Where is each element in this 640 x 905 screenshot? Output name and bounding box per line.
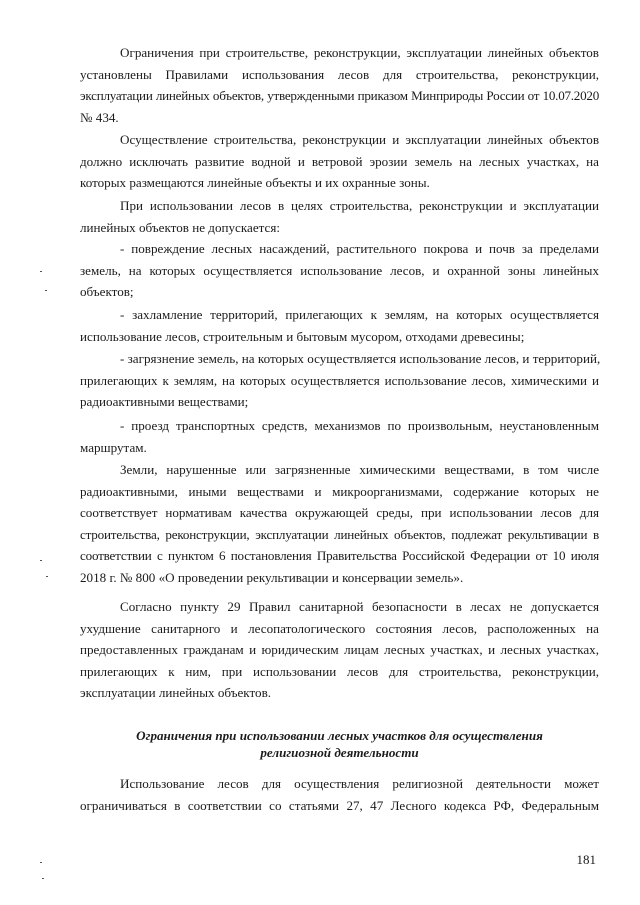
section-heading bbox=[80, 727, 599, 761]
scan-speck bbox=[40, 560, 42, 561]
paragraph-line: эксплуатации линейных объектов. bbox=[80, 685, 272, 700]
paragraph-line: Осуществление строительства, реконструкции и эксплуатации линейных объектов bbox=[120, 132, 599, 147]
paragraph-line: ограничиваться в соответствии со статьями 27, 47 Лесного кодекса РФ, Федеральным bbox=[80, 797, 599, 813]
paragraph-line: соответствии с пунктом 6 постановления Правительства Российской Федерации от 10 июля bbox=[80, 548, 599, 563]
paragraph-line: которых размещаются линейные объекты и их охранные зоны. bbox=[80, 175, 430, 190]
paragraph-line: Использование лесов для осуществления религиозной деятельности может bbox=[120, 776, 599, 791]
scan-speck bbox=[45, 290, 47, 291]
paragraph-line: установлены Правилами использования лесов для строительства, реконструкции, bbox=[80, 66, 599, 82]
paragraph-line: соответствует нормативам качества окружающей среды, при использовании лесов для bbox=[80, 505, 599, 520]
scan-speck bbox=[40, 271, 42, 272]
paragraph-line: использование лесов, строительным и бытовым мусором, отходами древесины; bbox=[80, 328, 525, 344]
paragraph-line: 2018 г. № 800 «О проведении рекультивации и консервации земель». bbox=[80, 569, 464, 585]
paragraph-line: Земли, нарушенные или загрязненные химическими веществами, в том числе bbox=[120, 462, 599, 477]
scan-speck bbox=[40, 862, 42, 863]
paragraph-line: № 434. bbox=[80, 109, 119, 125]
paragraph-line: прилегающих к землям, на которых осуществляется использование лесов, химическими и bbox=[80, 372, 599, 388]
paragraph-line: объектов; bbox=[80, 284, 134, 299]
section-heading-line: Ограничения при использовании лесных участков для осуществления bbox=[136, 728, 543, 743]
paragraph-not-allowed-intro bbox=[80, 195, 599, 238]
paragraph-line: линейных объектов не допускается: bbox=[80, 219, 281, 235]
scan-speck bbox=[42, 878, 44, 879]
paragraph-line: Ограничения при строительстве, реконструкции, эксплуатации линейных объектов bbox=[120, 45, 599, 60]
paragraph-line: ухудшение санитарного и лесопатологического состояния лесов, расположенных на bbox=[80, 620, 599, 636]
list-item-damage bbox=[80, 238, 599, 303]
paragraph-line: должно исключать развитие водной и ветровой эрозии земель на лесных участках, на bbox=[80, 153, 599, 169]
paragraph-line: земель, на которых осуществляется использование лесов, и охранной зоны линейных bbox=[80, 262, 599, 278]
paragraph-line: Согласно пункту 29 Правил санитарной безопасности в лесах не допускается bbox=[120, 599, 599, 614]
list-item-littering bbox=[80, 304, 599, 347]
paragraph-line: радиоактивными веществами; bbox=[80, 394, 249, 409]
paragraph-line: При использовании лесов в целях строительства, реконструкции и эксплуатации bbox=[120, 198, 599, 213]
paragraph-line: прилегающих к ним, при использовании лесов для строительства, реконструкции, bbox=[80, 663, 599, 679]
paragraph-recultivation bbox=[80, 459, 599, 588]
paragraph-line: предоставленных гражданам и юридическим лицам лесных участках, и лесных участках, bbox=[80, 642, 599, 657]
paragraph-line: радиоактивными, иными веществами и микроорганизмами, содержание которых не bbox=[80, 483, 599, 499]
paragraph-religious-use bbox=[80, 773, 599, 816]
paragraph-line: маршрутам. bbox=[80, 439, 147, 455]
paragraph-line: - повреждение лесных насаждений, растительного покрова и почв за пределами bbox=[120, 241, 599, 256]
list-item-vehicles bbox=[80, 415, 599, 458]
paragraph-line: - проезд транспортных средств, механизмов по произвольным, неустановленным bbox=[120, 418, 599, 433]
paragraph-linear-objects-rules bbox=[80, 42, 599, 128]
list-item-pollution bbox=[80, 348, 599, 413]
paragraph-line: - захламление территорий, прилегающих к землям, на которых осуществляется bbox=[120, 307, 599, 322]
paragraph-line: строительства, реконструкции, эксплуатации линейных объектов, подлежат рекультивации в bbox=[80, 526, 599, 542]
paragraph-erosion bbox=[80, 129, 599, 194]
section-heading-line: религиозной деятельности bbox=[260, 745, 419, 760]
scan-speck bbox=[46, 576, 48, 577]
page-number: 181 bbox=[576, 852, 596, 867]
paragraph-line: - загрязнение земель, на которых осуществляется использование лесов, и территорий, bbox=[120, 351, 601, 366]
paragraph-line: эксплуатации линейных объектов, утвержденными приказом Минприроды России от 10.07.2020 bbox=[80, 88, 599, 103]
paragraph-sanitary-rules bbox=[80, 596, 599, 704]
